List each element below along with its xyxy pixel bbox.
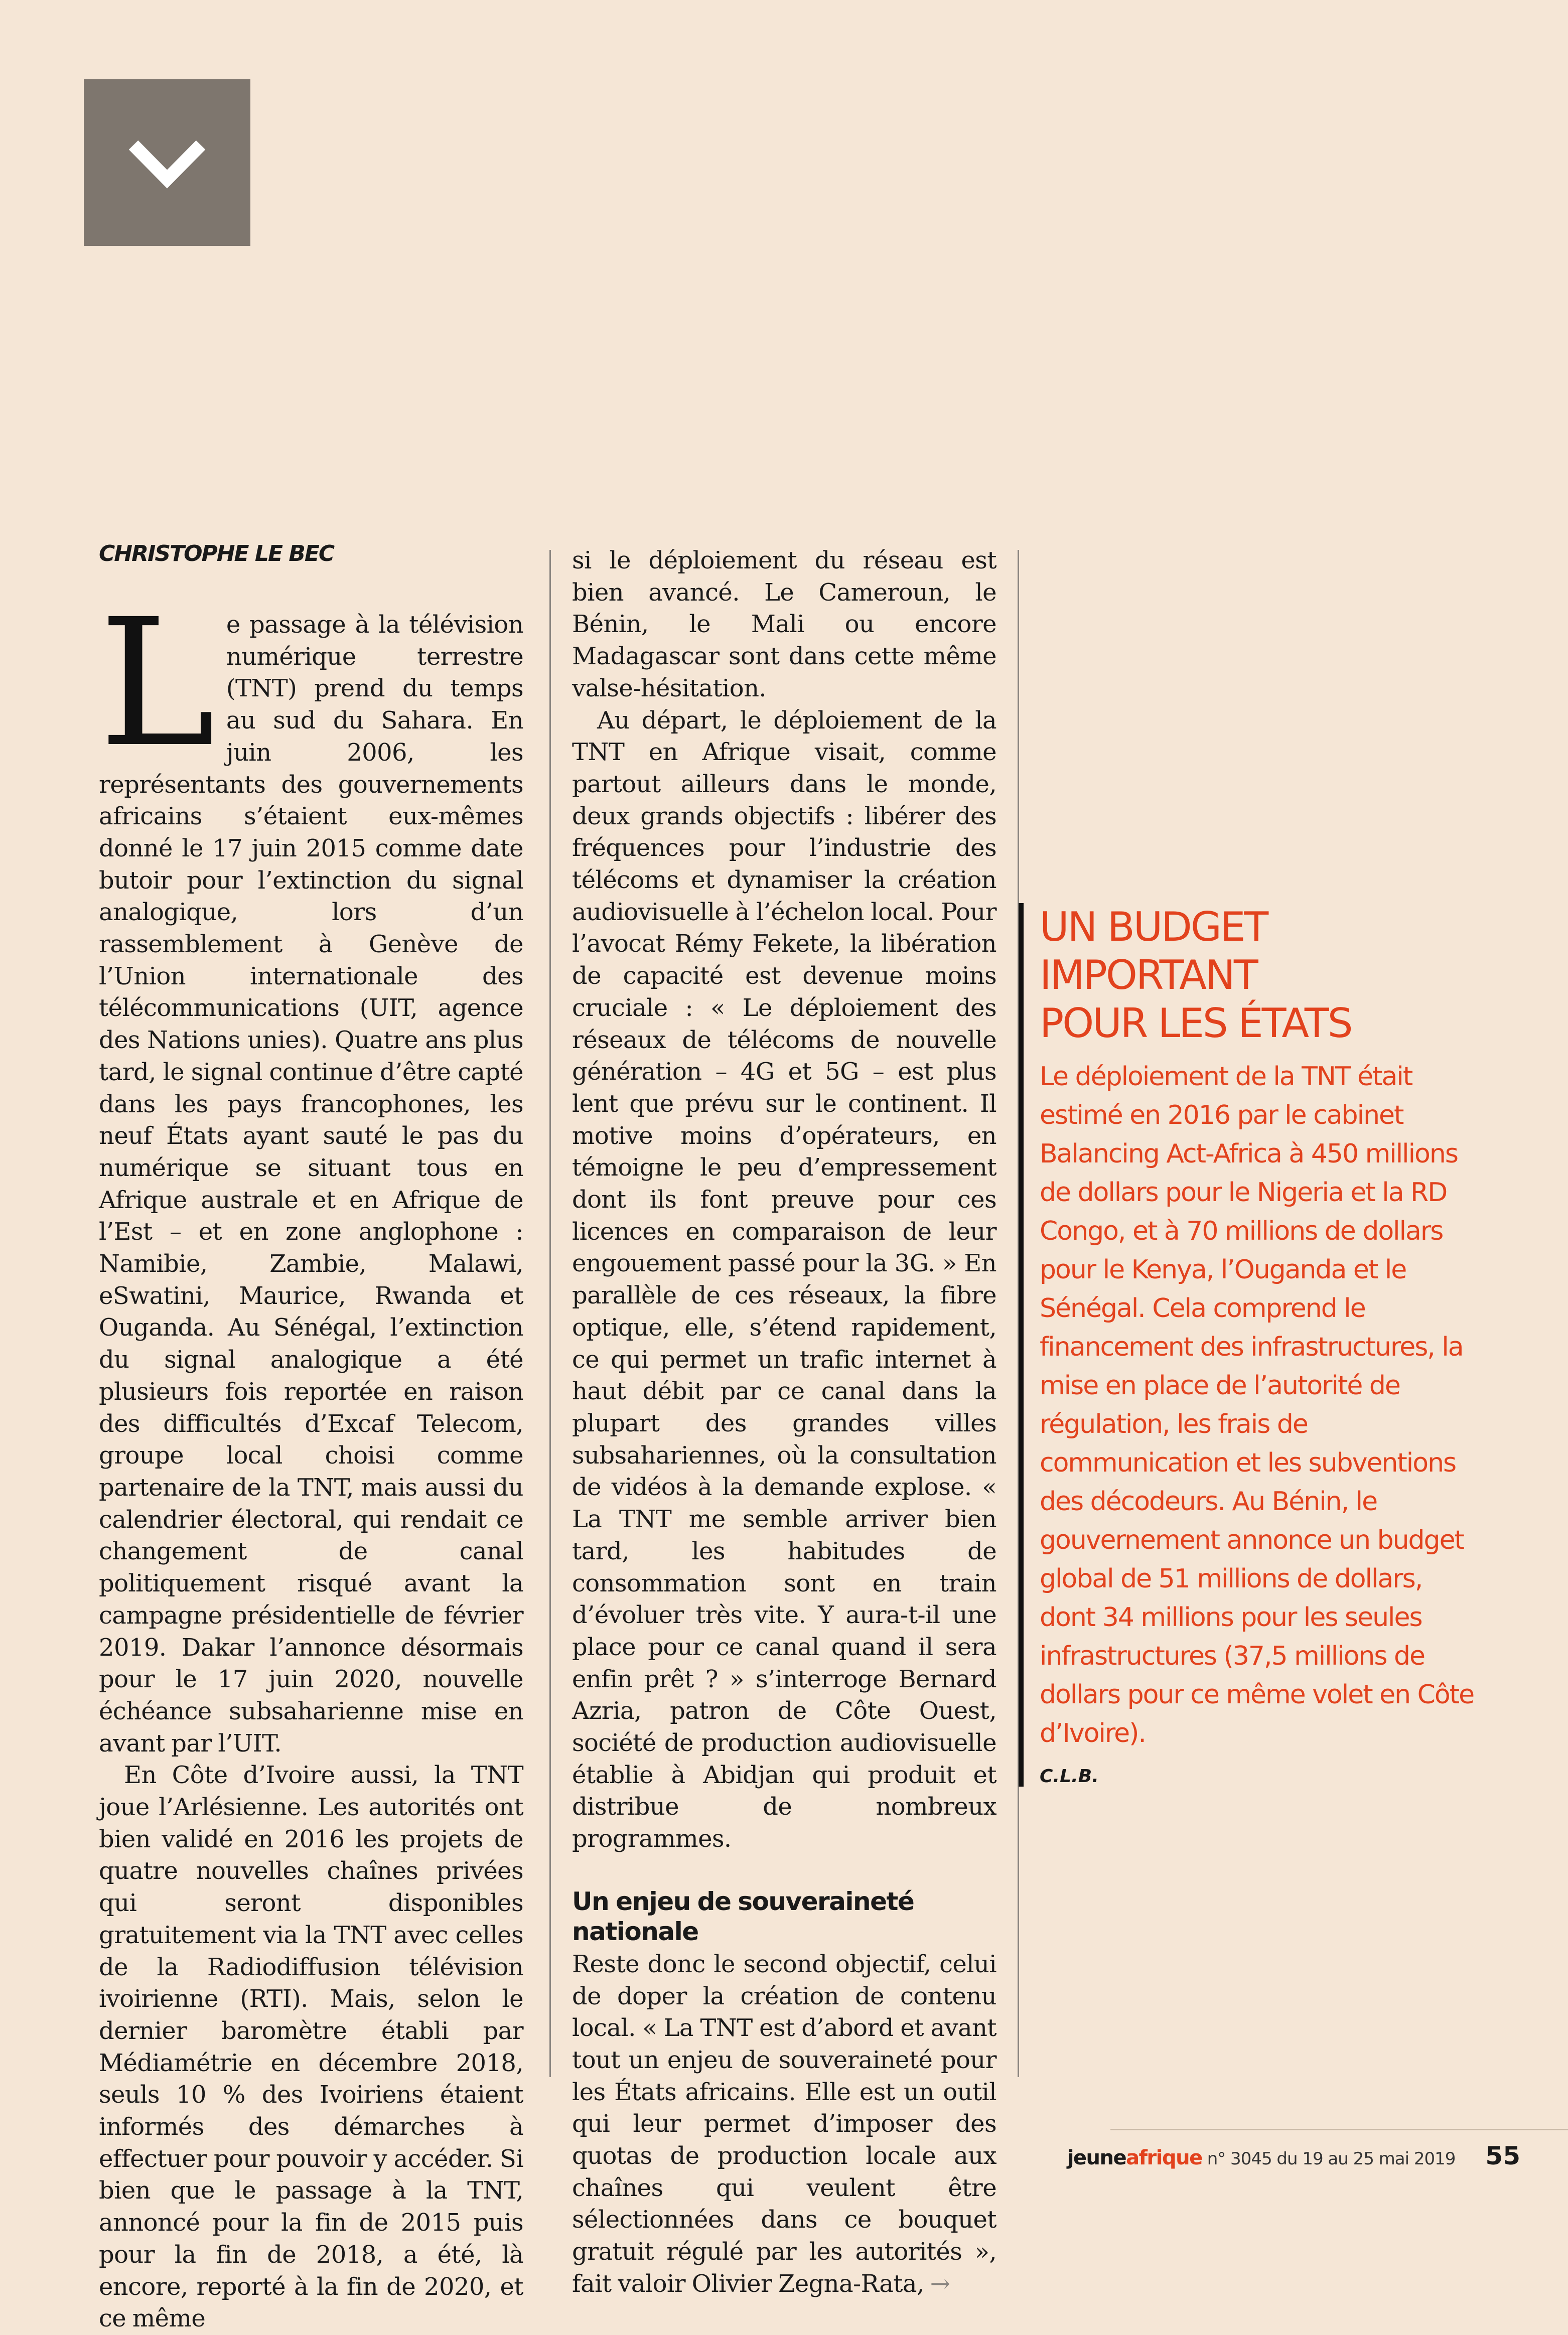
chevron-down-icon <box>124 135 210 190</box>
article-column-2 <box>572 545 996 2300</box>
page-number: 55 <box>1485 2141 1520 2170</box>
issue-info: n° 3045 du 19 au 25 mai 2019 <box>1207 2149 1456 2169</box>
magazine-logo: jeuneafrique <box>1067 2146 1202 2169</box>
collapse-button[interactable] <box>84 79 250 246</box>
article-column-1 <box>99 581 523 2335</box>
continue-arrow-icon: → <box>930 2269 950 2298</box>
article-paragraph: Reste donc le second objectif, celui de doper la création de contenu local. « La TNT est d’abord et avant tout un enjeu de souveraineté pour les États africains. Elle est un outil qui leur permet d’imposer des quotas de production locale aux chaînes qui veulent être sélectionnées dans ce bouquet gratuit régulé par les autorités », fait valoir Olivier Zegna-Rata, → <box>572 1950 996 2298</box>
drop-cap: L <box>99 581 215 786</box>
sidebar-signature: C.L.B. <box>1040 1766 1099 1787</box>
column-divider <box>549 550 551 2077</box>
article-paragraph: Au départ, le déploiement de la TNT en Afrique visait, comme partout ailleurs dans le monde, deux grands objectifs : libérer des fréquences pour l’industrie des télécoms et dynamiser la création audiovisuelle à l’échelon local. Pour l’avocat Rémy Fekete, la libération de capacité est devenue moins cruciale : « Le déploiement des réseaux de télécoms de nouvelle génération – 4G et 5G – est plus lent que prévu sur le continent. Il motive moins d’opérateurs, en témoigne le peu d’empressement dont ils font preuve pour ces licences en comparaison de leur engouement passé pour la 3G. » En parallèle de ces réseaux, la fibre optique, elle, s’étend rapidement, ce qui permet un trafic internet à haut débit par ce canal dans la plupart des grandes villes subsahariennes, où la consultation de vidéos à la demande explose. « La TNT me semble arriver bien tard, les habitudes de consommation sont en train d’évoluer très vite. Y aura-t-il une place pour ce canal quand il sera enfin prêt ? » s’interroge Bernard Azria, patron de Côte Ouest, société de production audiovisuelle établie à Abidjan qui produit et distribue de nombreux programmes. <box>572 706 996 1853</box>
footer-rule <box>1110 2129 1568 2130</box>
article-paragraph: En Côte d’Ivoire aussi, la TNT joue l’Arlésienne. Les autorités ont bien validé en 2016 les projets de quatre nouvelles chaînes privées qui seront disponibles gratuitement via la TNT avec celles de la Radiodiffusion télévision ivoirienne (RTI). Mais, selon le dernier baromètre établi par Médiamétrie en décembre 2018, seuls 10 % des Ivoiriens étaient informés des démarches à effectuer pour pouvoir y accéder. Si bien que le passage à la TNT, annoncé pour la fin de 2015 puis pour la fin de 2018, a été, là encore, reporté à la fin de 2020, et ce même <box>99 1761 523 2333</box>
byline: CHRISTOPHE LE BEC <box>99 541 334 566</box>
section-subheading: Un enjeu de souveraineté nationale <box>572 1886 914 1946</box>
sidebar-body: Le déploiement de la TNT était estimé en 2016 par le cabinet Balancing Act-Africa à 450 millions de dollars pour le Nigeria et la RD Congo, et à 70 millions de dollars pour le Kenya, l’Ouganda et le Sénégal. Cela comprend le financement des infrastructures, la mise en place de l’autorité de régulation, les frais de communication et les subventions des décodeurs. Au Bénin, le gouvernement annonce un budget global de 51 millions de dollars, dont 34 millions pour les seules infrastructures (37,5 millions de dollars pour ce même volet en Côte d’Ivoire). <box>1040 1062 1474 1748</box>
article-paragraph: si le déploiement du réseau est bien avancé. Le Cameroun, le Bénin, le Mali ou encore Madagascar sont dans cette même valse-hésitation. <box>572 546 996 702</box>
article-paragraph: Le passage à la télévision numérique terrestre (TNT) prend du temps au sud du Sahara. En juin 2006, les représentants des gouvernements africains s’étaient eux-mêmes donné le 17 juin 2015 comme date butoir pour l’extinction du signal analogique, lors d’un rassemblement à Genève de l’Union internationale des télécommunications (UIT, agence des Nations unies). Quatre ans plus tard, le signal continue d’être capté dans les pays francophones, les neuf États ayant sauté le pas du numérique se situant tous en Afrique australe et en Afrique de l’Est – et en zone anglophone : Namibie, Zambie, Malawi, eSwatini, Maurice, Rwanda et Ouganda. Au Sénégal, l’extinction du signal analogique a été plusieurs fois reportée en raison des difficultés d’Excaf Telecom, groupe local choisi comme partenaire de la TNT, mais aussi du calendrier électoral, qui rendait ce changement de canal politiquement risqué avant la campagne présidentielle de février 2019. Dakar l’annonce désormais pour le 17 juin 2020, nouvelle échéance subsaharienne mise en avant par l’UIT. <box>99 581 523 1758</box>
sidebar-title: UN BUDGET IMPORTANT POUR LES ÉTATS <box>1040 904 1352 1047</box>
sidebar-box <box>1019 903 1481 1787</box>
page-footer <box>1067 2141 1520 2170</box>
